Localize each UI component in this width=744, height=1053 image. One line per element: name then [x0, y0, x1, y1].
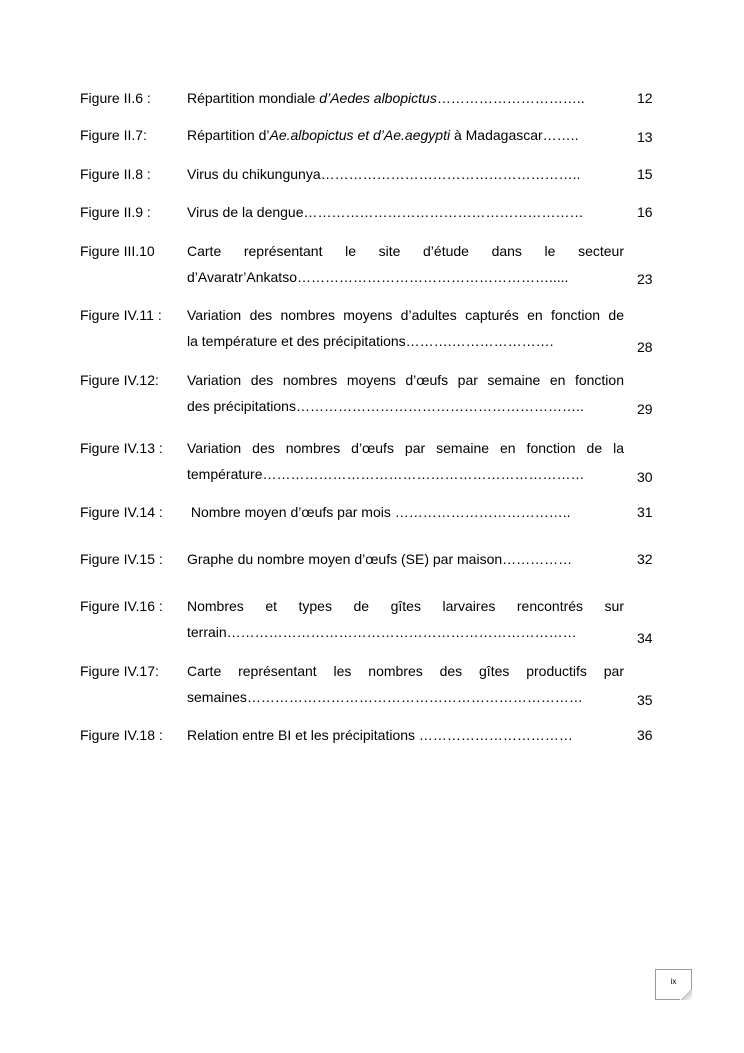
title-line: température……………………………………………………………	[187, 466, 585, 482]
figure-label: Figure IV.16 :	[80, 598, 163, 614]
figure-label: Figure II.9 :	[80, 204, 151, 220]
figure-title	[187, 238, 624, 290]
page-number: 34	[637, 630, 653, 646]
figure-label: Figure IV.13 :	[80, 440, 163, 456]
page-number: 29	[637, 401, 653, 417]
title-line: Carte représentant les nombres des gîtes productifs par	[187, 663, 624, 679]
figure-title	[187, 367, 624, 419]
figure-label: Figure IV.11 :	[80, 307, 162, 323]
figure-title	[187, 122, 624, 148]
title-part: à Madagascar……..	[450, 127, 579, 143]
figure-title	[187, 435, 624, 487]
title-line: Variation des nombres moyens d’œufs par semaine en fonction	[187, 372, 624, 388]
figure-title: Virus de la dengue……………………………………………………	[187, 204, 584, 220]
figure-title: Nombre moyen d’œufs par mois ………………………………..	[187, 504, 571, 520]
figure-label: Figure IV.17:	[80, 663, 159, 679]
page-number: 16	[637, 204, 653, 220]
figure-label: Figure IV.12:	[80, 372, 159, 388]
title-line: terrain…………………………………………………………………	[187, 624, 577, 640]
title-line: Nombres et types de gîtes larvaires rencontrés sur	[187, 598, 624, 614]
title-part-italic: Ae.albopictus et d’Ae.aegypti	[269, 127, 451, 143]
title-part: …………………………..	[436, 90, 585, 106]
figure-title	[187, 302, 624, 354]
title-line: Variation des nombres d’œufs par semaine en fonction de la	[187, 440, 624, 456]
figure-title	[187, 85, 624, 111]
figure-label: Figure III.10	[80, 243, 155, 259]
page-number: 35	[637, 692, 653, 708]
figure-title: Virus du chikungunya………………………………………………..	[187, 166, 581, 182]
figure-label: Figure II.6 :	[80, 90, 151, 106]
title-line: Variation des nombres moyens d’adultes capturés en fonction de	[187, 307, 624, 323]
page-number: 23	[637, 271, 653, 287]
figure-label: Figure II.8 :	[80, 166, 151, 182]
page-number: 13	[637, 129, 653, 145]
title-line: Carte représentant le site d’étude dans le secteur	[187, 243, 624, 259]
page-number: 32	[637, 551, 653, 567]
page-number: 28	[637, 339, 653, 355]
figure-label: Figure II.7:	[80, 127, 147, 143]
page-curl-decoration	[680, 990, 692, 1000]
figure-label: Figure IV.15 :	[80, 551, 163, 567]
title-line: des précipitations……………………………………………………..	[187, 398, 584, 414]
page-number-box	[655, 969, 692, 1000]
figure-label: Figure IV.14 :	[80, 504, 163, 520]
page-number: 30	[637, 469, 653, 485]
title-line: semaines………………………………………………………………	[187, 689, 583, 705]
title-line: la température et des précipitations……….………………….	[187, 333, 554, 349]
page-number: 36	[637, 727, 653, 743]
figure-title: Graphe du nombre moyen d’œufs (SE) par maison……………	[187, 551, 573, 567]
page-number: 31	[637, 504, 653, 520]
page-number: 15	[637, 166, 653, 182]
page-number: 12	[637, 90, 653, 106]
figure-title: Relation entre BI et les précipitations ……………………………	[187, 727, 573, 743]
title-line: d’Avaratr’Ankatso……………………………………………….....	[187, 269, 569, 285]
title-part: Répartition mondiale	[187, 90, 320, 106]
figure-title	[187, 658, 624, 710]
figure-title	[187, 593, 624, 645]
title-part: Répartition d’	[187, 127, 270, 143]
title-part-italic: d’Aedes albopictus	[319, 90, 437, 106]
footer-page-number: ix	[670, 977, 677, 986]
figure-label: Figure IV.18 :	[80, 727, 163, 743]
